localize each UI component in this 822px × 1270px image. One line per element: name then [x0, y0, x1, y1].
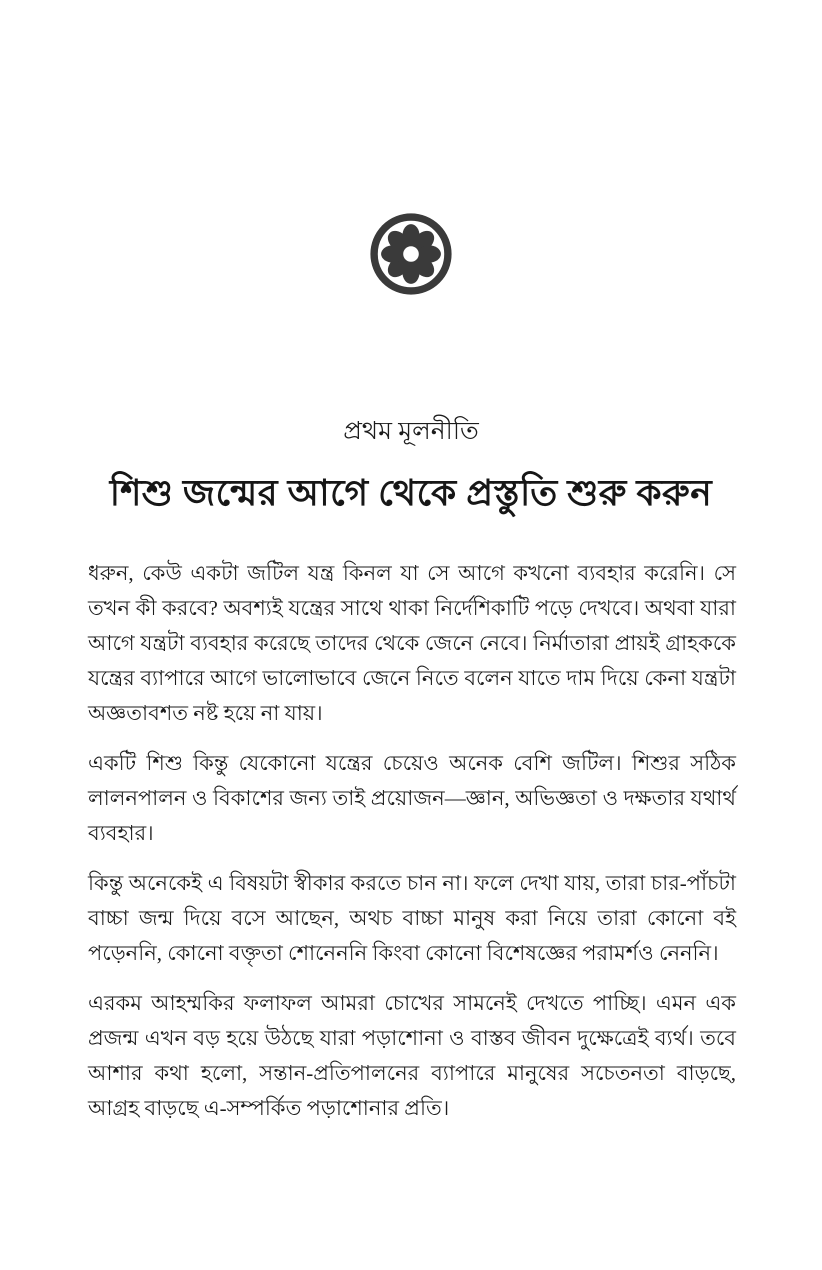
- chapter-title: শিশু জন্মের আগে থেকে প্রস্তুতি শুরু করুন: [109, 473, 713, 513]
- chapter-ornament: [0, 213, 822, 295]
- rosette-flower-icon: [370, 213, 452, 295]
- body-paragraph: কিন্তু অনেকেই এ বিষয়টা স্বীকার করতে চান না। ফলে দেখা যায়, তারা চার-পাঁচটা বাচ্চা জন্ম দিয়ে বসে আছেন, অথচ বাচ্চা মানুষ করা নিয়ে তারা কোনো বই পড়েননি, কোনো বক্তৃতা শোনেননি কিংবা কোনো বিশেষজ্ঞের পরামর্শও নেননি।: [88, 871, 736, 965]
- body-paragraph: ধরুন, কেউ একটা জটিল যন্ত্র কিনল যা সে আগে কখনো ব্যবহার করেনি। সে তখন কী করবে? অবশ্যই যন্ত্রের সাথে থাকা নির্দেশিকাটি পড়ে দেখবে। অথবা যারা আগে যন্ত্রটা ব্যবহার করেছে তাদের থেকে জেনে নেবে। নির্মাতারা প্রায়ই গ্রাহককে যন্ত্রের ব্যাপারে আগে ভালোভাবে জেনে নিতে বলেন যাতে দাম দিয়ে কেনা যন্ত্রটা অজ্ঞতাবশত নষ্ট হয়ে না যায়।: [88, 561, 736, 725]
- body-paragraph: একটি শিশু কিন্তু যেকোনো যন্ত্রের চেয়েও অনেক বেশি জটিল। শিশুর সঠিক লালনপালন ও বিকাশের জন্য তাই প্রয়োজন—জ্ঞান, অভিজ্ঞতা ও দক্ষতার যথার্থ ব্যবহার।: [88, 751, 736, 845]
- section-kicker: প্রথম মূলনীতি: [343, 418, 479, 445]
- body-text: [88, 556, 736, 1141]
- body-paragraph: এরকম আহম্মকির ফলাফল আমরা চোখের সামনেই দেখতে পাচ্ছি। এমন এক প্রজন্ম এখন বড় হয়ে উঠছে যারা পড়াশোনা ও বাস্তব জীবন দুক্ষেত্রেই ব্যর্থ। তবে আশার কথা হলো, সন্তান-প্রতিপালনের ব্যাপারে মানুষের সচেতনতা বাড়ছে, আগ্রহ বাড়ছে এ-সম্পর্কিত পড়াশোনার প্রতি।: [88, 991, 736, 1120]
